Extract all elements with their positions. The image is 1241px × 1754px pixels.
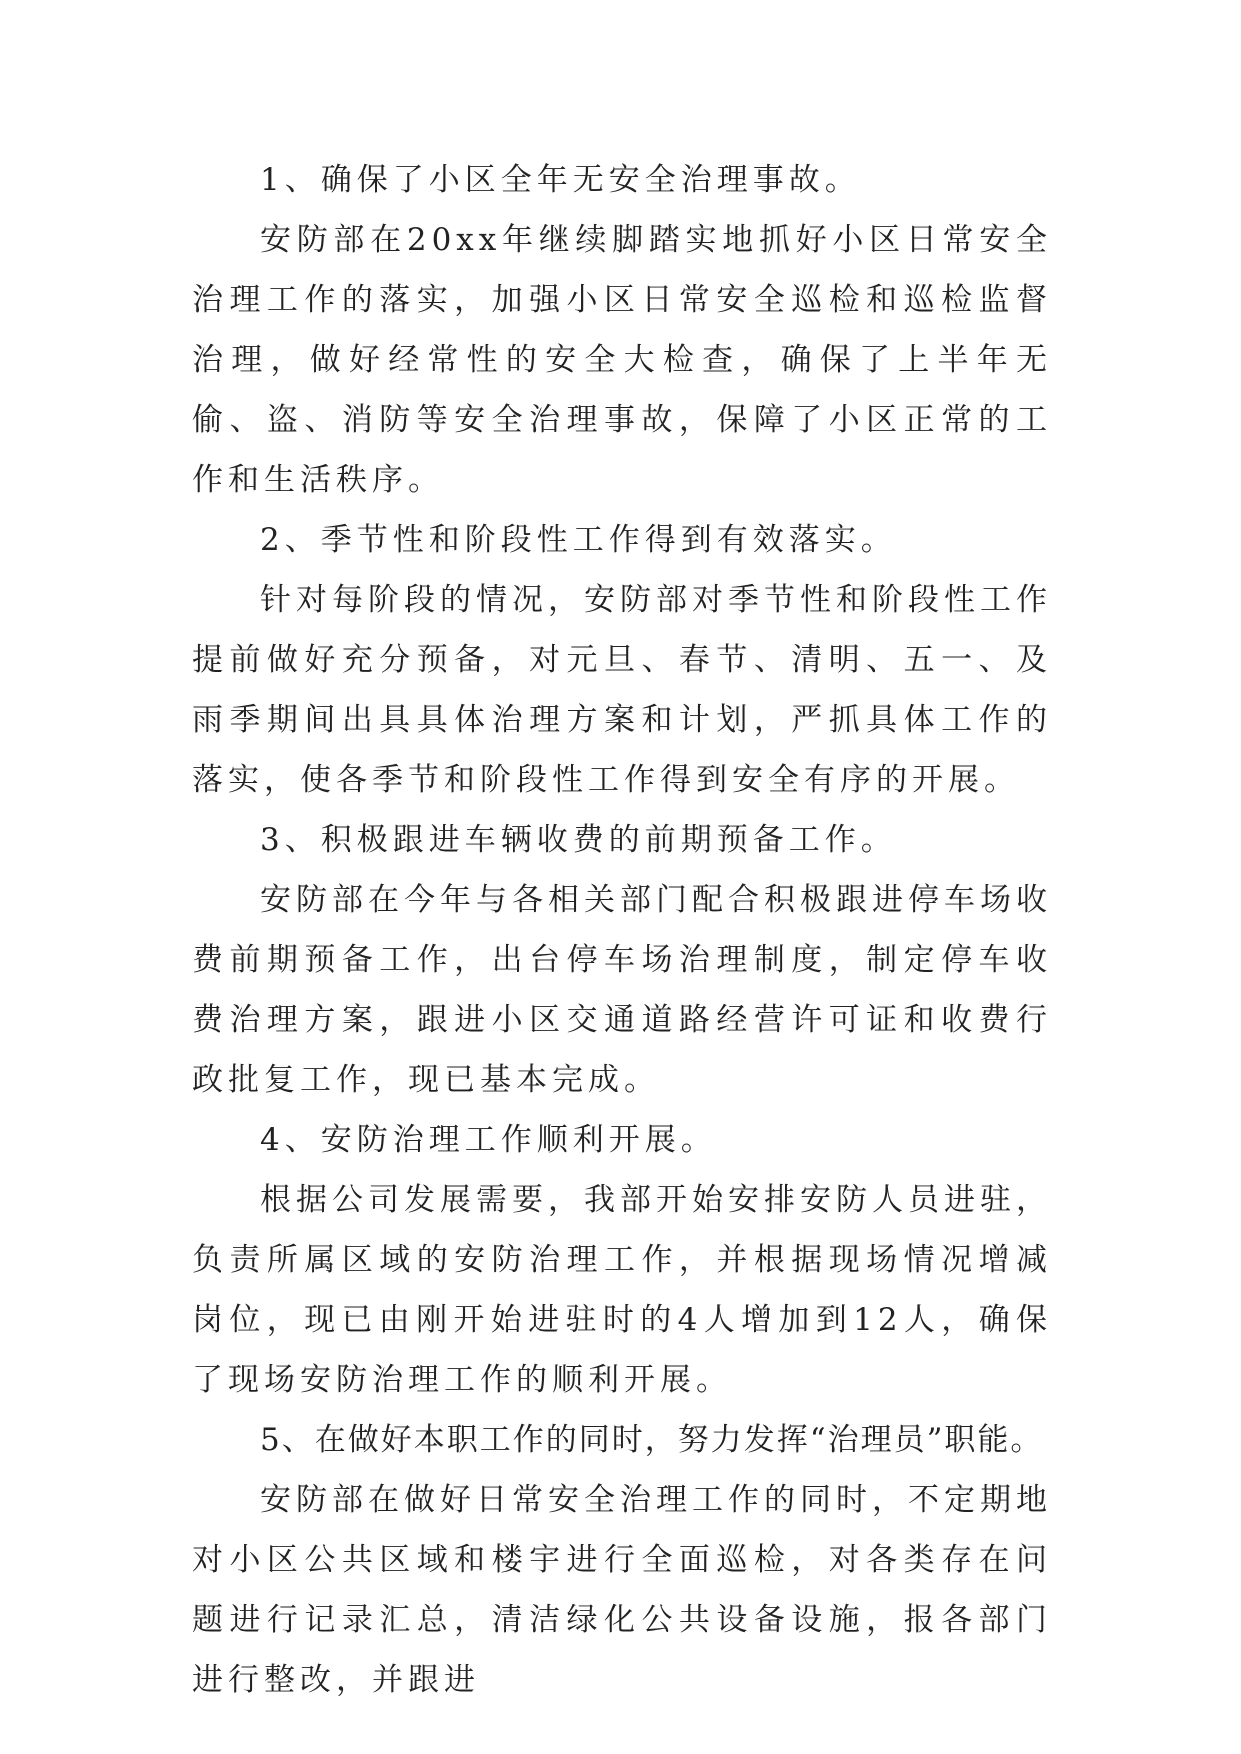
section-heading-5: 5、在做好本职工作的同时，努力发挥“治理员”职能。 xyxy=(260,1422,1044,1458)
section-body-2: 针对每阶段的情况，安防部对季节性和阶段性工作提前做好充分预备，对元旦、春节、清明、五一、及雨季期间出具具体治理方案和计划，严抓具体工作的落实，使各季节和阶段性工作得到安全有序的开展。 xyxy=(192,582,1052,798)
section-heading-1: 1、确保了小区全年无安全治理事故。 xyxy=(260,162,861,198)
section-body-3: 安防部在今年与各相关部门配合积极跟进停车场收费前期预备工作，出台停车场治理制度，制定停车收费治理方案，跟进小区交通道路经营许可证和收费行政批复工作，现已基本完成。 xyxy=(192,882,1052,1098)
document-body xyxy=(192,150,1052,1710)
section-body-5: 安防部在做好日常安全治理工作的同时，不定期地对小区公共区域和楼宇进行全面巡检，对各类存在问题进行记录汇总，清洁绿化公共设备设施，报各部门进行整改，并跟进 xyxy=(192,1482,1052,1698)
section-heading-4: 4、安防治理工作顺利开展。 xyxy=(260,1122,717,1158)
section-body-4: 根据公司发展需要，我部开始安排安防人员进驻，负责所属区域的安防治理工作，并根据现场情况增减岗位，现已由刚开始进驻时的4人增加到12人，确保了现场安防治理工作的顺利开展。 xyxy=(192,1182,1052,1398)
section-heading-2: 2、季节性和阶段性工作得到有效落实。 xyxy=(260,522,897,558)
section-body-1: 安防部在20xx年继续脚踏实地抓好小区日常安全治理工作的落实，加强小区日常安全巡检和巡检监督治理，做好经常性的安全大检查，确保了上半年无偷、盗、消防等安全治理事故，保障了小区正常的工作和生活秩序。 xyxy=(192,222,1052,498)
section-heading-3: 3、积极跟进车辆收费的前期预备工作。 xyxy=(260,822,897,858)
